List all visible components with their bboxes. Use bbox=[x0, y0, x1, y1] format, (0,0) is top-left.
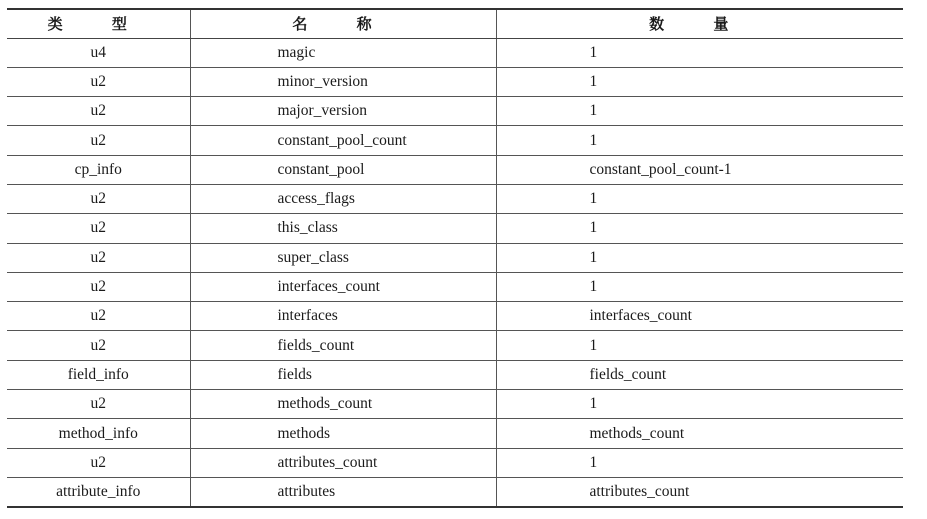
cell-count: 1 bbox=[496, 243, 903, 272]
cell-name: constant_pool bbox=[190, 155, 496, 184]
table-row bbox=[7, 331, 903, 360]
table-row bbox=[7, 419, 903, 448]
cell-name: attributes_count bbox=[190, 448, 496, 477]
cell-type: method_info bbox=[7, 419, 190, 448]
table-row bbox=[7, 155, 903, 184]
cell-name: minor_version bbox=[190, 67, 496, 96]
cell-name: fields bbox=[190, 360, 496, 389]
cell-count: 1 bbox=[496, 272, 903, 301]
cell-type: u2 bbox=[7, 243, 190, 272]
cell-type: u2 bbox=[7, 331, 190, 360]
header-row bbox=[7, 9, 903, 38]
cell-count: 1 bbox=[496, 448, 903, 477]
cell-type: u2 bbox=[7, 97, 190, 126]
table-row bbox=[7, 243, 903, 272]
table-row bbox=[7, 97, 903, 126]
cell-type: u2 bbox=[7, 448, 190, 477]
cell-type: u2 bbox=[7, 390, 190, 419]
cell-type: u2 bbox=[7, 272, 190, 301]
cell-name: super_class bbox=[190, 243, 496, 272]
cell-count: methods_count bbox=[496, 419, 903, 448]
cell-name: constant_pool_count bbox=[190, 126, 496, 155]
cell-type: cp_info bbox=[7, 155, 190, 184]
cell-name: major_version bbox=[190, 97, 496, 126]
cell-name: methods_count bbox=[190, 390, 496, 419]
table-row bbox=[7, 390, 903, 419]
cell-name: fields_count bbox=[190, 331, 496, 360]
cell-type: u2 bbox=[7, 126, 190, 155]
cell-count: 1 bbox=[496, 97, 903, 126]
cell-name: interfaces bbox=[190, 302, 496, 331]
cell-count: fields_count bbox=[496, 360, 903, 389]
cell-count: attributes_count bbox=[496, 477, 903, 506]
cell-count: 1 bbox=[496, 67, 903, 96]
header-type: 类 型 bbox=[7, 9, 190, 38]
cell-name: magic bbox=[190, 38, 496, 67]
cell-count: interfaces_count bbox=[496, 302, 903, 331]
table-row bbox=[7, 184, 903, 213]
cell-type: u2 bbox=[7, 67, 190, 96]
table-row bbox=[7, 448, 903, 477]
cell-count: 1 bbox=[496, 331, 903, 360]
table-body bbox=[7, 38, 903, 507]
cell-type: field_info bbox=[7, 360, 190, 389]
table-row bbox=[7, 302, 903, 331]
table-row bbox=[7, 214, 903, 243]
header-name: 名 称 bbox=[190, 9, 496, 38]
table-row bbox=[7, 477, 903, 506]
table-row bbox=[7, 360, 903, 389]
cell-type: u2 bbox=[7, 214, 190, 243]
cell-name: attributes bbox=[190, 477, 496, 506]
cell-count: 1 bbox=[496, 184, 903, 213]
cell-count: constant_pool_count-1 bbox=[496, 155, 903, 184]
header-count: 数 量 bbox=[496, 9, 903, 38]
cell-name: access_flags bbox=[190, 184, 496, 213]
table-row bbox=[7, 38, 903, 67]
cell-count: 1 bbox=[496, 214, 903, 243]
cell-count: 1 bbox=[496, 38, 903, 67]
cell-name: methods bbox=[190, 419, 496, 448]
cell-name: interfaces_count bbox=[190, 272, 496, 301]
cell-count: 1 bbox=[496, 126, 903, 155]
cell-type: u4 bbox=[7, 38, 190, 67]
cell-type: u2 bbox=[7, 302, 190, 331]
cell-type: u2 bbox=[7, 184, 190, 213]
cell-count: 1 bbox=[496, 390, 903, 419]
class-file-structure-table-container bbox=[7, 8, 903, 508]
table-row bbox=[7, 67, 903, 96]
table-row bbox=[7, 126, 903, 155]
cell-type: attribute_info bbox=[7, 477, 190, 506]
cell-name: this_class bbox=[190, 214, 496, 243]
table-row bbox=[7, 272, 903, 301]
class-file-structure-table bbox=[7, 8, 903, 508]
